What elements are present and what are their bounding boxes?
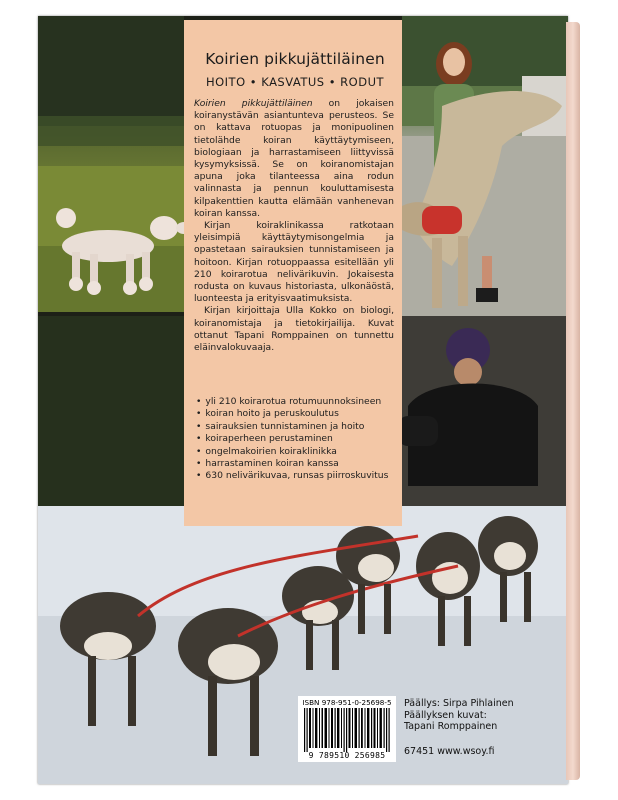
credit-line: Päällyksen kuvat: [404,709,487,721]
feature-item: • koiraperheen perustaminen [196,433,396,445]
isbn-label: ISBN 978-951-0-25698-5 [302,698,392,707]
book-title: Koirien pikkujättiläinen [205,50,385,68]
poodle-photo [38,16,184,312]
feature-list [196,396,396,483]
description-paragraph-1: Koirien pikkujättiläinen on jokaisen koiranystävän asiantunteva perusteos. Se on kattava rotuopas ja monipuolinen tietolähde koiran käyttäytymiseen, biologiaan ja harrastamiseen liittyvissä kysymyksissä. Se on koiranomistajan apuna joka tilanteessa aina rodun valinnasta ja pennun kouluttamisesta kilpakenttien kautta elämään vanhenevan koiran kanssa. [194,98,394,219]
publisher-info: 67451 www.wsoy.fi [404,746,495,757]
feature-item: • harrastaminen koiran kanssa [196,458,396,470]
description-paragraph-3: Kirjan kirjoittaja Ulla Kokko on biologi, koiranomistaja ja tietokirjailija. Kuvat ottanut Tapani Romppainen on tunnettu eläinvalokuvaaja. [194,305,394,354]
feature-item: • 630 nelivärikuvaa, runsas piirroskuvitus [196,470,396,482]
feature-item: • ongelmakoirien koiraklinikka [196,446,396,458]
barcode-icon [302,708,392,752]
feature-item: • yli 210 koirarotua rotumuunnoksineen [196,396,396,408]
description-paragraph-2: Kirjan koiraklinikassa ratkotaan yleisimpiä käyttäytymisongelmia ja opastetaan sairauksien tunnistamiseen ja hoitoon. Kirjan rotuoppaassa esitellään yli 210 koirarotua nelivärikuvin. Jokaisesta rodusta on kuvaus historiasta, ulkonäöstä, luonteesta ja erityisvaatimuksista. [194,220,394,305]
description-text [194,98,394,354]
woman-and-afghan-hound-photo [402,16,568,316]
book-subtitle: HOITO • KASVATUS • RODUT [205,75,385,89]
feature-item: • sairauksien tunnistaminen ja hoito [196,421,396,433]
book-spine [566,22,580,780]
book-title-italic: Koirien pikkujättiläinen [194,98,313,109]
barcode-number: 9 789510 256985 [308,751,386,760]
credit-line: Tapani Romppainen [404,721,498,732]
cover-credits [404,698,534,733]
feature-item: • koiran hoito ja peruskoulutus [196,408,396,420]
credit-line: Päällys: Sirpa Pihlainen [404,698,514,709]
